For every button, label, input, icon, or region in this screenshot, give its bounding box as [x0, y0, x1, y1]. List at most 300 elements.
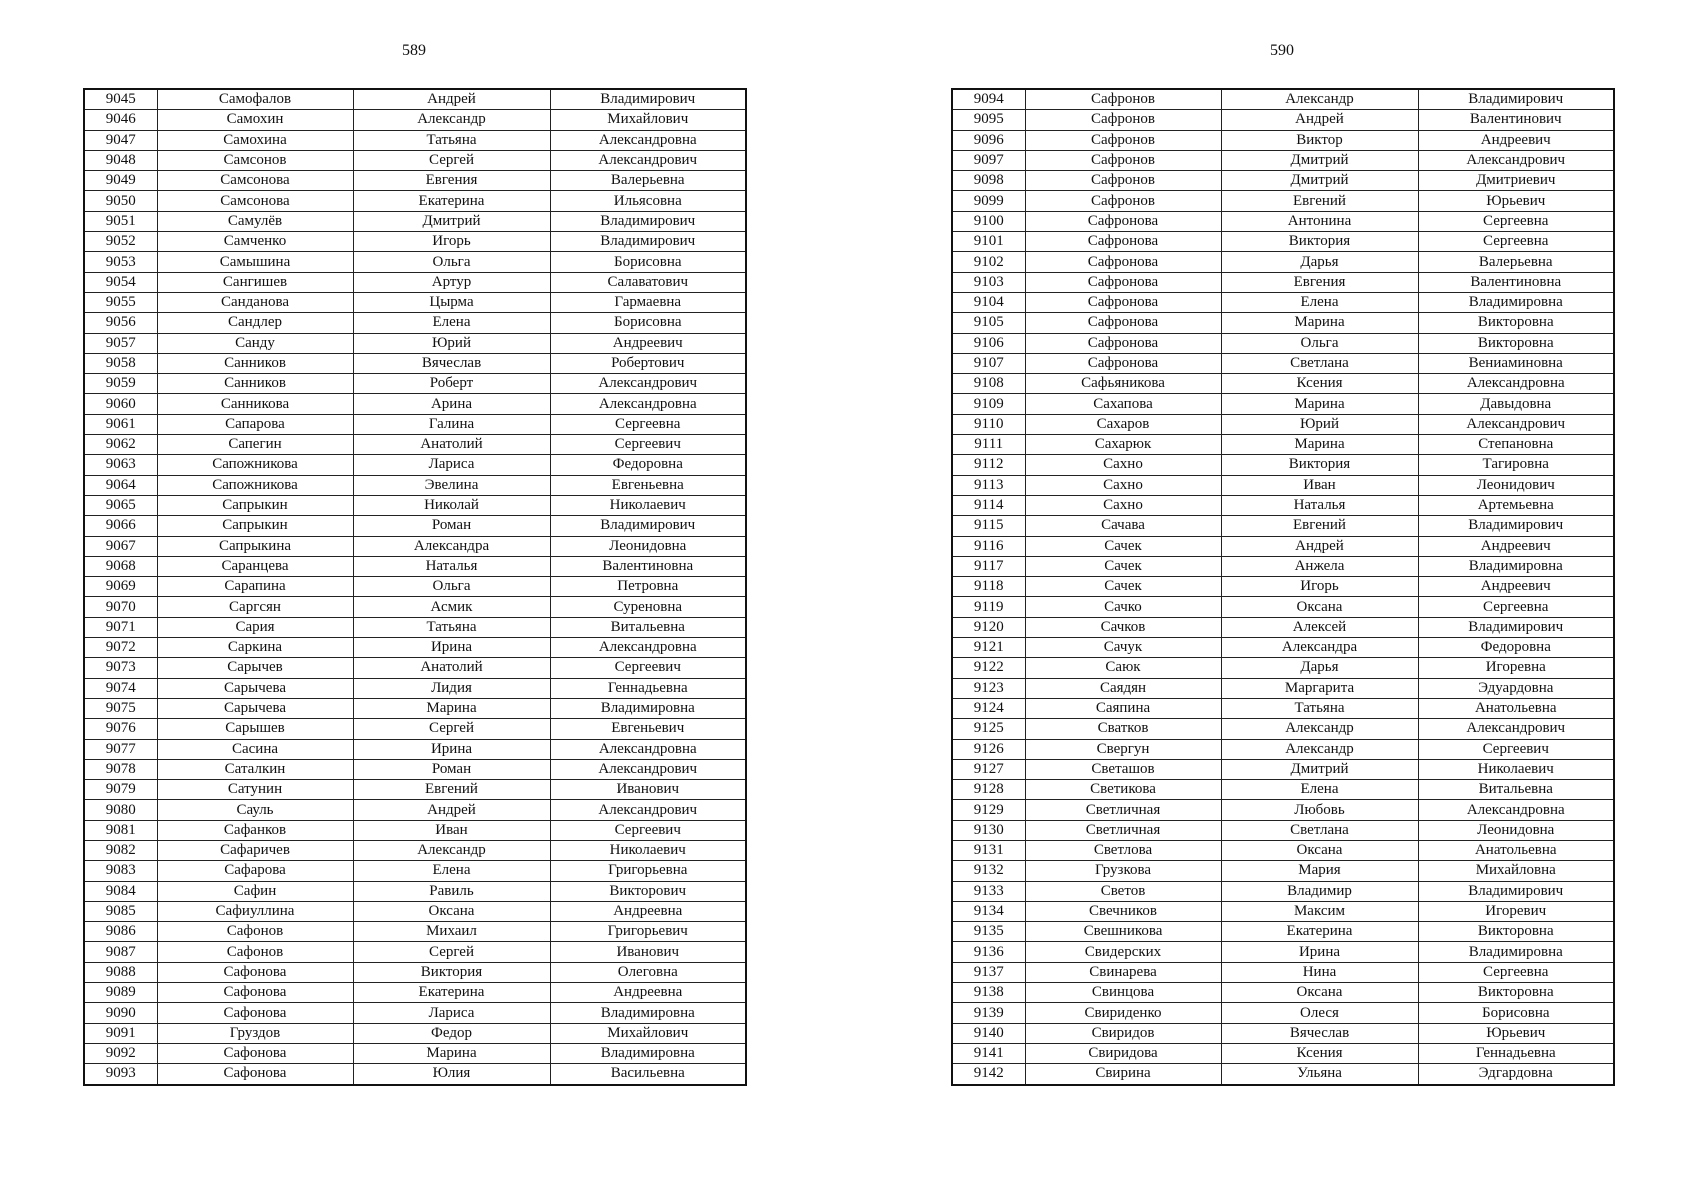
- table-row: [952, 495, 1614, 515]
- first-name-cell: Евгений: [1221, 191, 1418, 211]
- surname-cell: Саядян: [1025, 678, 1221, 698]
- patronymic-cell: Сергеевич: [550, 658, 746, 678]
- first-name-cell: Андрей: [1221, 536, 1418, 556]
- patronymic-cell: Андреевна: [550, 983, 746, 1003]
- first-name-cell: Виктория: [353, 962, 550, 982]
- table-row: [84, 333, 746, 353]
- table-row: [84, 597, 746, 617]
- surname-cell: Светашов: [1025, 759, 1221, 779]
- surname-cell: Сария: [157, 617, 353, 637]
- first-name-cell: Ксения: [1221, 1043, 1418, 1063]
- row-number-cell: 9113: [952, 475, 1025, 495]
- first-name-cell: Елена: [1221, 292, 1418, 312]
- first-name-cell: Елена: [353, 313, 550, 333]
- table-row: [952, 292, 1614, 312]
- row-number-cell: 9047: [84, 130, 157, 150]
- patronymic-cell: Леонидовна: [550, 536, 746, 556]
- first-name-cell: Маргарита: [1221, 678, 1418, 698]
- table-row: [84, 698, 746, 718]
- first-name-cell: Дмитрий: [353, 211, 550, 231]
- patronymic-cell: Евгеньевич: [550, 719, 746, 739]
- surname-cell: Сахно: [1025, 475, 1221, 495]
- patronymic-cell: Викторовна: [1418, 983, 1614, 1003]
- table-row: [84, 962, 746, 982]
- first-name-cell: Евгения: [1221, 272, 1418, 292]
- row-number-cell: 9116: [952, 536, 1025, 556]
- row-number-cell: 9089: [84, 983, 157, 1003]
- table-row: [84, 617, 746, 637]
- row-number-cell: 9101: [952, 232, 1025, 252]
- patronymic-cell: Владимирович: [1418, 617, 1614, 637]
- table-row: [952, 394, 1614, 414]
- table-row: [952, 333, 1614, 353]
- row-number-cell: 9129: [952, 800, 1025, 820]
- first-name-cell: Артур: [353, 272, 550, 292]
- patronymic-cell: Леонидович: [1418, 475, 1614, 495]
- surname-cell: Сахаров: [1025, 414, 1221, 434]
- first-name-cell: Дмитрий: [1221, 150, 1418, 170]
- surname-cell: Свинарева: [1025, 962, 1221, 982]
- row-number-cell: 9096: [952, 130, 1025, 150]
- row-number-cell: 9078: [84, 759, 157, 779]
- row-number-cell: 9071: [84, 617, 157, 637]
- row-number-cell: 9082: [84, 840, 157, 860]
- surname-cell: Сарычев: [157, 658, 353, 678]
- patronymic-cell: Викторовна: [1418, 313, 1614, 333]
- first-name-cell: Ирина: [353, 739, 550, 759]
- row-number-cell: 9053: [84, 252, 157, 272]
- table-row: [952, 211, 1614, 231]
- first-name-cell: Марина: [353, 1043, 550, 1063]
- table-row: [952, 638, 1614, 658]
- first-name-cell: Александр: [1221, 719, 1418, 739]
- first-name-cell: Наталья: [353, 556, 550, 576]
- patronymic-cell: Евгеньевна: [550, 475, 746, 495]
- patronymic-cell: Иванович: [550, 942, 746, 962]
- patronymic-cell: Николаевич: [1418, 759, 1614, 779]
- table-row: [952, 1064, 1614, 1085]
- first-name-cell: Дарья: [1221, 658, 1418, 678]
- table-row: [952, 353, 1614, 373]
- first-name-cell: Равиль: [353, 881, 550, 901]
- patronymic-cell: Игоревич: [1418, 901, 1614, 921]
- table-row: [952, 881, 1614, 901]
- patronymic-cell: Андреевна: [550, 901, 746, 921]
- first-name-cell: Екатерина: [353, 191, 550, 211]
- surname-cell: Свирина: [1025, 1064, 1221, 1085]
- first-name-cell: Ирина: [1221, 942, 1418, 962]
- first-name-cell: Иван: [1221, 475, 1418, 495]
- surname-cell: Сафронова: [1025, 292, 1221, 312]
- first-name-cell: Мария: [1221, 861, 1418, 881]
- table-row: [952, 171, 1614, 191]
- row-number-cell: 9046: [84, 110, 157, 130]
- row-number-cell: 9073: [84, 658, 157, 678]
- table-row: [84, 536, 746, 556]
- surname-cell: Сафронова: [1025, 232, 1221, 252]
- surname-cell: Сафин: [157, 881, 353, 901]
- first-name-cell: Марина: [1221, 435, 1418, 455]
- surname-cell: Сафонова: [157, 962, 353, 982]
- row-number-cell: 9102: [952, 252, 1025, 272]
- table-row: [84, 414, 746, 434]
- patronymic-cell: Борисовна: [550, 252, 746, 272]
- surname-cell: Сачек: [1025, 536, 1221, 556]
- row-number-cell: 9075: [84, 698, 157, 718]
- surname-cell: Сахно: [1025, 455, 1221, 475]
- first-name-cell: Анатолий: [353, 435, 550, 455]
- table-row: [84, 455, 746, 475]
- table-row: [952, 232, 1614, 252]
- patronymic-cell: Владимировна: [550, 698, 746, 718]
- first-name-cell: Юлия: [353, 1064, 550, 1085]
- first-name-cell: Марина: [353, 698, 550, 718]
- row-number-cell: 9059: [84, 374, 157, 394]
- table-row: [952, 1023, 1614, 1043]
- table-row: [952, 658, 1614, 678]
- patronymic-cell: Владимирович: [1418, 881, 1614, 901]
- row-number-cell: 9119: [952, 597, 1025, 617]
- row-number-cell: 9135: [952, 922, 1025, 942]
- surname-cell: Светличная: [1025, 800, 1221, 820]
- row-number-cell: 9093: [84, 1064, 157, 1085]
- surname-cell: Сафронова: [1025, 252, 1221, 272]
- table-row: [952, 89, 1614, 110]
- table-row: [84, 130, 746, 150]
- patronymic-cell: Олеговна: [550, 962, 746, 982]
- surname-cell: Саталкин: [157, 759, 353, 779]
- row-number-cell: 9104: [952, 292, 1025, 312]
- patronymic-cell: Тагировна: [1418, 455, 1614, 475]
- table-row: [952, 374, 1614, 394]
- first-name-cell: Лариса: [353, 455, 550, 475]
- first-name-cell: Светлана: [1221, 353, 1418, 373]
- table-row: [84, 942, 746, 962]
- first-name-cell: Ольга: [353, 577, 550, 597]
- row-number-cell: 9107: [952, 353, 1025, 373]
- first-name-cell: Татьяна: [1221, 698, 1418, 718]
- patronymic-cell: Александровна: [550, 739, 746, 759]
- table-row: [84, 658, 746, 678]
- row-number-cell: 9076: [84, 719, 157, 739]
- surname-cell: Сапожникова: [157, 475, 353, 495]
- first-name-cell: Антонина: [1221, 211, 1418, 231]
- table-row: [952, 942, 1614, 962]
- patronymic-cell: Валерьевна: [550, 171, 746, 191]
- first-name-cell: Алексей: [1221, 617, 1418, 637]
- row-number-cell: 9133: [952, 881, 1025, 901]
- row-number-cell: 9141: [952, 1043, 1025, 1063]
- table-row: [84, 252, 746, 272]
- patronymic-cell: Борисовна: [550, 313, 746, 333]
- surname-cell: Сафронова: [1025, 211, 1221, 231]
- surname-cell: Сафаричев: [157, 840, 353, 860]
- surname-cell: Сафронова: [1025, 272, 1221, 292]
- surname-cell: Сафанков: [157, 820, 353, 840]
- surname-cell: Сафронов: [1025, 191, 1221, 211]
- row-number-cell: 9056: [84, 313, 157, 333]
- table-row: [84, 780, 746, 800]
- first-name-cell: Александр: [1221, 89, 1418, 110]
- table-row: [84, 840, 746, 860]
- surname-cell: Свешникова: [1025, 922, 1221, 942]
- row-number-cell: 9124: [952, 698, 1025, 718]
- row-number-cell: 9070: [84, 597, 157, 617]
- surname-cell: Светикова: [1025, 780, 1221, 800]
- table-row: [84, 638, 746, 658]
- table-row: [952, 150, 1614, 170]
- table-row: [84, 901, 746, 921]
- table-row: [84, 353, 746, 373]
- row-number-cell: 9060: [84, 394, 157, 414]
- row-number-cell: 9109: [952, 394, 1025, 414]
- table-row: [952, 698, 1614, 718]
- first-name-cell: Игорь: [353, 232, 550, 252]
- table-row: [84, 577, 746, 597]
- table-row: [952, 901, 1614, 921]
- row-number-cell: 9079: [84, 780, 157, 800]
- patronymic-cell: Владимировна: [550, 1003, 746, 1023]
- patronymic-cell: Сергеевич: [1418, 739, 1614, 759]
- first-name-cell: Сергей: [353, 942, 550, 962]
- table-row: [84, 272, 746, 292]
- patronymic-cell: Владимирович: [1418, 516, 1614, 536]
- surname-cell: Светов: [1025, 881, 1221, 901]
- surname-cell: Свинцова: [1025, 983, 1221, 1003]
- first-name-cell: Максим: [1221, 901, 1418, 921]
- surname-cell: Сафронова: [1025, 313, 1221, 333]
- table-row: [952, 739, 1614, 759]
- table-row: [952, 252, 1614, 272]
- table-row: [84, 211, 746, 231]
- table-row: [84, 1003, 746, 1023]
- patronymic-cell: Викторовна: [1418, 922, 1614, 942]
- row-number-cell: 9067: [84, 536, 157, 556]
- patronymic-cell: Александрович: [550, 759, 746, 779]
- surname-cell: Сатунин: [157, 780, 353, 800]
- surname-cell: Сапрыкин: [157, 516, 353, 536]
- patronymic-cell: Александровна: [1418, 374, 1614, 394]
- surname-cell: Сапрыкина: [157, 536, 353, 556]
- table-row: [84, 191, 746, 211]
- table-row: [952, 922, 1614, 942]
- patronymic-cell: Робертович: [550, 353, 746, 373]
- patronymic-cell: Михайловна: [1418, 861, 1614, 881]
- surname-cell: Сафронов: [1025, 171, 1221, 191]
- surname-cell: Сасина: [157, 739, 353, 759]
- page-number: 590: [1270, 42, 1294, 59]
- surname-cell: Свириденко: [1025, 1003, 1221, 1023]
- row-number-cell: 9131: [952, 840, 1025, 860]
- surname-cell: Сафронов: [1025, 89, 1221, 110]
- first-name-cell: Светлана: [1221, 820, 1418, 840]
- row-number-cell: 9081: [84, 820, 157, 840]
- first-name-cell: Александра: [353, 536, 550, 556]
- names-table: [83, 88, 747, 1086]
- row-number-cell: 9111: [952, 435, 1025, 455]
- patronymic-cell: Дмитриевич: [1418, 171, 1614, 191]
- surname-cell: Сафронов: [1025, 110, 1221, 130]
- row-number-cell: 9127: [952, 759, 1025, 779]
- surname-cell: Самохина: [157, 130, 353, 150]
- row-number-cell: 9112: [952, 455, 1025, 475]
- surname-cell: Самченко: [157, 232, 353, 252]
- row-number-cell: 9074: [84, 678, 157, 698]
- table-row: [84, 556, 746, 576]
- patronymic-cell: Сергеевна: [1418, 232, 1614, 252]
- patronymic-cell: Юрьевич: [1418, 191, 1614, 211]
- surname-cell: Саркина: [157, 638, 353, 658]
- surname-cell: Санников: [157, 374, 353, 394]
- table-row: [84, 495, 746, 515]
- patronymic-cell: Петровна: [550, 577, 746, 597]
- row-number-cell: 9123: [952, 678, 1025, 698]
- patronymic-cell: Юрьевич: [1418, 1023, 1614, 1043]
- row-number-cell: 9138: [952, 983, 1025, 1003]
- first-name-cell: Оксана: [1221, 597, 1418, 617]
- row-number-cell: 9048: [84, 150, 157, 170]
- patronymic-cell: Валентиновна: [1418, 272, 1614, 292]
- surname-cell: Сафронова: [1025, 353, 1221, 373]
- table-row: [84, 1023, 746, 1043]
- patronymic-cell: Викторович: [550, 881, 746, 901]
- row-number-cell: 9128: [952, 780, 1025, 800]
- first-name-cell: Екатерина: [1221, 922, 1418, 942]
- first-name-cell: Роберт: [353, 374, 550, 394]
- patronymic-cell: Сергеевна: [1418, 597, 1614, 617]
- first-name-cell: Марина: [1221, 394, 1418, 414]
- table-row: [84, 374, 746, 394]
- surname-cell: Самохин: [157, 110, 353, 130]
- first-name-cell: Оксана: [1221, 983, 1418, 1003]
- patronymic-cell: Александрович: [550, 800, 746, 820]
- first-name-cell: Нина: [1221, 962, 1418, 982]
- first-name-cell: Оксана: [353, 901, 550, 921]
- first-name-cell: Галина: [353, 414, 550, 434]
- surname-cell: Санникова: [157, 394, 353, 414]
- first-name-cell: Иван: [353, 820, 550, 840]
- patronymic-cell: Степановна: [1418, 435, 1614, 455]
- patronymic-cell: Артемьевна: [1418, 495, 1614, 515]
- surname-cell: Самофалов: [157, 89, 353, 110]
- surname-cell: Сафонова: [157, 1003, 353, 1023]
- table-row: [84, 820, 746, 840]
- surname-cell: Сафронова: [1025, 333, 1221, 353]
- table-row: [84, 983, 746, 1003]
- table-row: [952, 597, 1614, 617]
- surname-cell: Саргсян: [157, 597, 353, 617]
- patronymic-cell: Михайлович: [550, 110, 746, 130]
- surname-cell: Сватков: [1025, 719, 1221, 739]
- table-row: [952, 455, 1614, 475]
- table-row: [952, 272, 1614, 292]
- first-name-cell: Асмик: [353, 597, 550, 617]
- table-row: [952, 820, 1614, 840]
- first-name-cell: Александра: [1221, 638, 1418, 658]
- row-number-cell: 9066: [84, 516, 157, 536]
- patronymic-cell: Валентиновна: [550, 556, 746, 576]
- table-row: [952, 1003, 1614, 1023]
- row-number-cell: 9061: [84, 414, 157, 434]
- patronymic-cell: Геннадьевна: [550, 678, 746, 698]
- patronymic-cell: Леонидовна: [1418, 820, 1614, 840]
- surname-cell: Светличная: [1025, 820, 1221, 840]
- first-name-cell: Оксана: [1221, 840, 1418, 860]
- first-name-cell: Юрий: [1221, 414, 1418, 434]
- surname-cell: Санников: [157, 353, 353, 373]
- row-number-cell: 9137: [952, 962, 1025, 982]
- row-number-cell: 9100: [952, 211, 1025, 231]
- surname-cell: Сачек: [1025, 556, 1221, 576]
- patronymic-cell: Александровна: [550, 638, 746, 658]
- patronymic-cell: Николаевич: [550, 840, 746, 860]
- patronymic-cell: Витальевна: [550, 617, 746, 637]
- patronymic-cell: Гармаевна: [550, 292, 746, 312]
- row-number-cell: 9115: [952, 516, 1025, 536]
- table-row: [84, 110, 746, 130]
- first-name-cell: Татьяна: [353, 617, 550, 637]
- surname-cell: Саяпина: [1025, 698, 1221, 718]
- table-row: [84, 435, 746, 455]
- patronymic-cell: Викторовна: [1418, 333, 1614, 353]
- row-number-cell: 9091: [84, 1023, 157, 1043]
- patronymic-cell: Александрович: [550, 374, 746, 394]
- first-name-cell: Ирина: [353, 638, 550, 658]
- table-row: [952, 536, 1614, 556]
- surname-cell: Сангишев: [157, 272, 353, 292]
- first-name-cell: Александр: [353, 840, 550, 860]
- row-number-cell: 9105: [952, 313, 1025, 333]
- surname-cell: Самулёв: [157, 211, 353, 231]
- names-table: [951, 88, 1615, 1086]
- surname-cell: Сарычева: [157, 698, 353, 718]
- row-number-cell: 9114: [952, 495, 1025, 515]
- row-number-cell: 9062: [84, 435, 157, 455]
- patronymic-cell: Михайлович: [550, 1023, 746, 1043]
- surname-cell: Сарапина: [157, 577, 353, 597]
- surname-cell: Сарышев: [157, 719, 353, 739]
- table-row: [952, 840, 1614, 860]
- surname-cell: Свиридов: [1025, 1023, 1221, 1043]
- table-row: [952, 780, 1614, 800]
- surname-cell: Сафонова: [157, 983, 353, 1003]
- surname-cell: Сафронов: [1025, 150, 1221, 170]
- table-row: [84, 516, 746, 536]
- first-name-cell: Екатерина: [353, 983, 550, 1003]
- table-row: [952, 577, 1614, 597]
- row-number-cell: 9139: [952, 1003, 1025, 1023]
- surname-cell: Сачук: [1025, 638, 1221, 658]
- first-name-cell: Юрий: [353, 333, 550, 353]
- row-number-cell: 9080: [84, 800, 157, 820]
- patronymic-cell: Федоровна: [550, 455, 746, 475]
- patronymic-cell: Анатольевна: [1418, 698, 1614, 718]
- first-name-cell: Дмитрий: [1221, 759, 1418, 779]
- patronymic-cell: Эдуардовна: [1418, 678, 1614, 698]
- row-number-cell: 9083: [84, 861, 157, 881]
- first-name-cell: Цырма: [353, 292, 550, 312]
- table-row: [84, 232, 746, 252]
- table-row: [84, 861, 746, 881]
- row-number-cell: 9072: [84, 638, 157, 658]
- table-row: [952, 678, 1614, 698]
- surname-cell: Сарычева: [157, 678, 353, 698]
- row-number-cell: 9069: [84, 577, 157, 597]
- patronymic-cell: Сергеевна: [1418, 211, 1614, 231]
- row-number-cell: 9052: [84, 232, 157, 252]
- row-number-cell: 9050: [84, 191, 157, 211]
- surname-cell: Сахарюк: [1025, 435, 1221, 455]
